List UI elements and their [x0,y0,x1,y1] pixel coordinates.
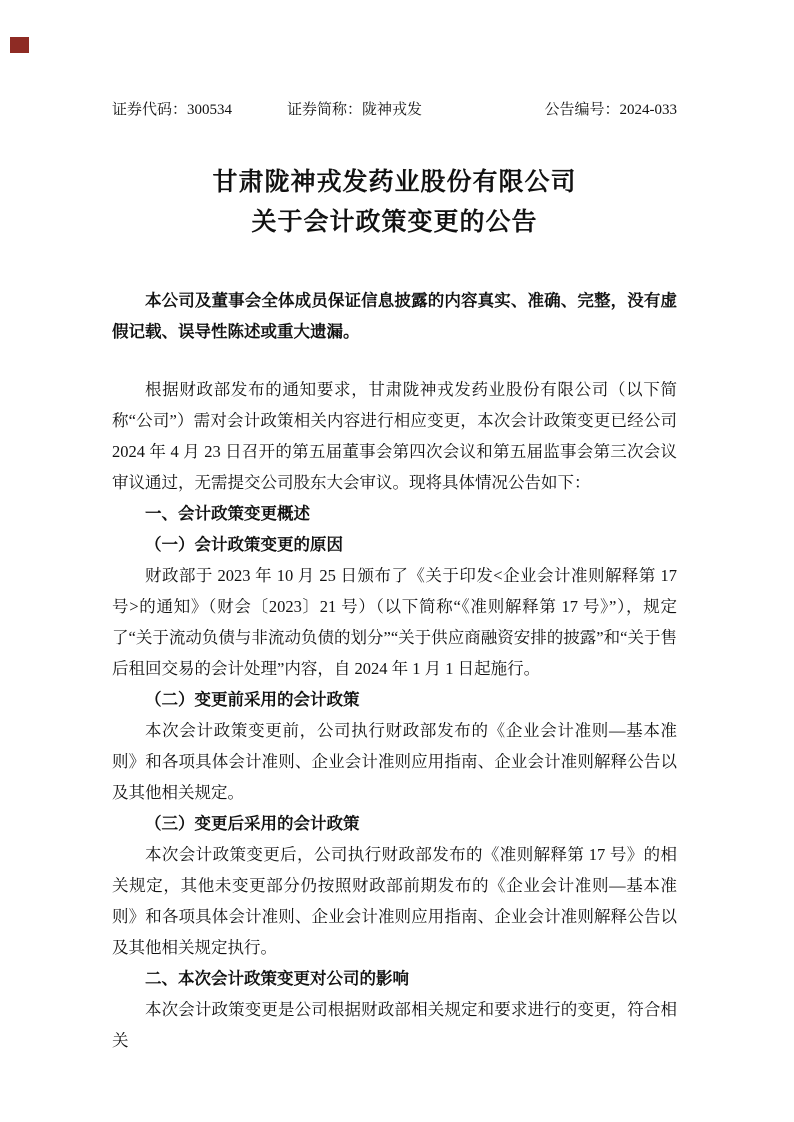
stock-code: 证券代码：300534 [112,102,233,118]
section-1-2-paragraph: 本次会计政策变更前，公司执行财政部发布的《企业会计准则—基本准则》和各项具体会计准则、企业会计准则应用指南、企业会计准则解释公告以及其他相关规定。 [112,721,677,802]
section-1-3-heading: （三）变更后采用的会计政策 [145,814,360,833]
red-annotation-marker [10,37,29,53]
page-content [112,0,677,1056]
intro-paragraph: 根据财政部发布的通知要求，甘肃陇神戎发药业股份有限公司（以下简称“公司”）需对会计政策相关内容进行相应变更，本次会计政策变更已经公司 2024 年 4 月 23 日召开的第五届董事会第四次会议和第五届监事会第三次会议审议通过，无需提交公司股东大会审议。现将具体情况公告如下： [112,380,677,492]
announcement-subject-title-line: 关于会计政策变更的公告 [251,209,538,236]
document-title [112,163,677,243]
stock-shortname: 证券简称：陇神戎发 [287,102,423,118]
company-name-title-line: 甘肃陇神戎发药业股份有限公司 [212,169,577,196]
section-2-heading: 二、本次会计政策变更对公司的影响 [145,969,409,988]
section-1-heading: 一、会计政策变更概述 [145,504,310,523]
section-1-2-heading: （二）变更前采用的会计政策 [145,690,360,709]
announcement-number: 公告编号：2024-033 [544,102,677,118]
securities-header-row [112,100,677,121]
section-2-paragraph: 本次会计政策变更是公司根据财政部相关规定和要求进行的变更，符合相关 [112,1000,677,1050]
section-1-1-paragraph: 财政部于 2023 年 10 月 25 日颁布了《关于印发<企业会计准则解释第 17 号>的通知》（财会〔2023〕21 号）（以下简称“《准则解释第 17 号》”），规定了“关于流动负债与非流动负债的划分”“关于供应商融资安排的披露”和“关于售后租回交易的会计处理”内容，自 2024 年 1 月 1 日起施行。 [112,566,677,678]
section-1-3-paragraph: 本次会计政策变更后，公司执行财政部发布的《准则解释第 17 号》的相关规定，其他未变更部分仍按照财政部前期发布的《企业会计准则—基本准则》和各项具体会计准则、企业会计准则应用指南、企业会计准则解释公告以及其他相关规定执行。 [112,845,677,957]
board-disclaimer-statement: 本公司及董事会全体成员保证信息披露的内容真实、准确、完整，没有虚假记载、误导性陈述或重大遗漏。 [112,291,677,341]
section-1-1-heading: （一）会计政策变更的原因 [145,535,343,554]
